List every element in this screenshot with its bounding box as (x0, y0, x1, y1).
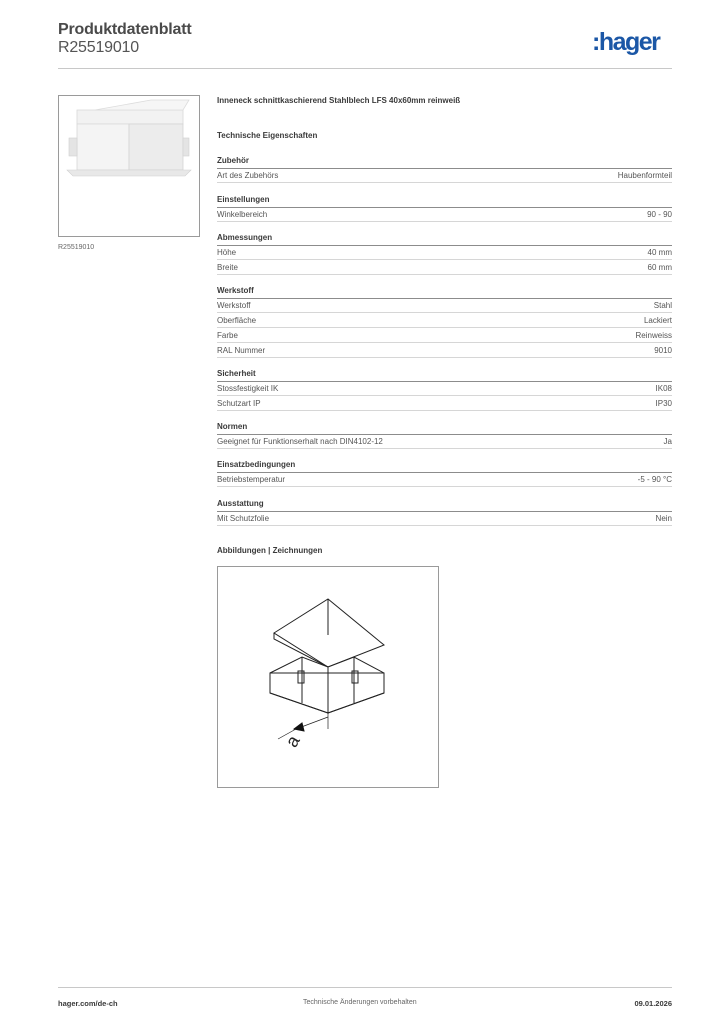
property-row (217, 382, 672, 396)
section-title-einsatzbedingungen: Einsatzbedingungen (217, 460, 296, 469)
section-title-werkstoff: Werkstoff (217, 286, 254, 295)
property-label: Winkelbereich (217, 210, 268, 219)
property-value: Lackiert (643, 316, 672, 325)
property-label: Höhe (217, 248, 237, 257)
product-thumbnail (58, 95, 200, 237)
section-title-zubehoer: Zubehör (217, 156, 249, 165)
property-value: Ja (663, 437, 672, 446)
section-title-sicherheit: Sicherheit (217, 369, 256, 378)
footer-disclaimer: Technische Änderungen vorbehalten (303, 999, 417, 1006)
property-label: Breite (217, 263, 238, 272)
property-label: Oberfläche (217, 316, 257, 325)
property-row (217, 208, 672, 222)
property-label: Betriebstemperatur (217, 475, 286, 484)
property-row (217, 261, 672, 275)
thumbnail-caption: R25519010 (58, 244, 95, 251)
article-number: R25519010 (58, 39, 139, 56)
header-divider (58, 68, 672, 69)
property-value: Stahl (653, 301, 672, 310)
property-value: IK08 (655, 384, 672, 393)
property-label: Geeignet für Funktionserhalt nach DIN4102-12 (217, 437, 383, 446)
property-row (217, 344, 672, 358)
property-label: Mit Schutzfolie (217, 514, 270, 523)
property-value: 9010 (654, 346, 672, 355)
property-row (217, 169, 672, 183)
property-label: Stossfestigkeit IK (217, 384, 279, 393)
hager-logo: :hager (592, 28, 660, 56)
property-row (217, 512, 672, 526)
properties-title: Technische Eigenschaften (217, 131, 318, 140)
property-value: 40 mm (647, 248, 672, 257)
property-label: Art des Zubehörs (217, 171, 279, 180)
property-row (217, 314, 672, 328)
property-label: Werkstoff (217, 301, 251, 310)
product-thumbnail-image (59, 96, 199, 236)
section-title-ausstattung: Ausstattung (217, 499, 264, 508)
property-value: 60 mm (647, 263, 672, 272)
property-row (217, 435, 672, 449)
property-row (217, 299, 672, 313)
footer-date: 09.01.2026 (634, 999, 672, 1008)
property-value: Haubenformteil (617, 171, 672, 180)
dimension-label: a (281, 731, 304, 751)
technical-drawing-image (218, 567, 438, 787)
figures-title: Abbildungen | Zeichnungen (217, 546, 323, 555)
property-value: Reinweiss (635, 331, 672, 340)
section-title-einstellungen: Einstellungen (217, 195, 270, 204)
page-title: Produktdatenblatt (58, 21, 192, 38)
footer-website-link[interactable]: hager.com/de-ch (58, 999, 118, 1008)
property-value: IP30 (655, 399, 672, 408)
section-title-abmessungen: Abmessungen (217, 233, 273, 242)
property-value: -5 - 90 °C (637, 475, 672, 484)
property-row (217, 246, 672, 260)
property-row (217, 397, 672, 411)
property-label: Schutzart IP (217, 399, 261, 408)
property-row (217, 329, 672, 343)
section-title-normen: Normen (217, 422, 248, 431)
footer-divider (58, 987, 672, 988)
property-label: Farbe (217, 331, 238, 340)
property-value: Nein (655, 514, 672, 523)
product-name: Inneneck schnittkaschierend Stahlblech LFS 40x60mm reinweiß (217, 96, 461, 105)
property-row (217, 473, 672, 487)
technical-drawing (217, 566, 439, 788)
property-label: RAL Nummer (217, 346, 266, 355)
property-value: 90 - 90 (647, 210, 672, 219)
